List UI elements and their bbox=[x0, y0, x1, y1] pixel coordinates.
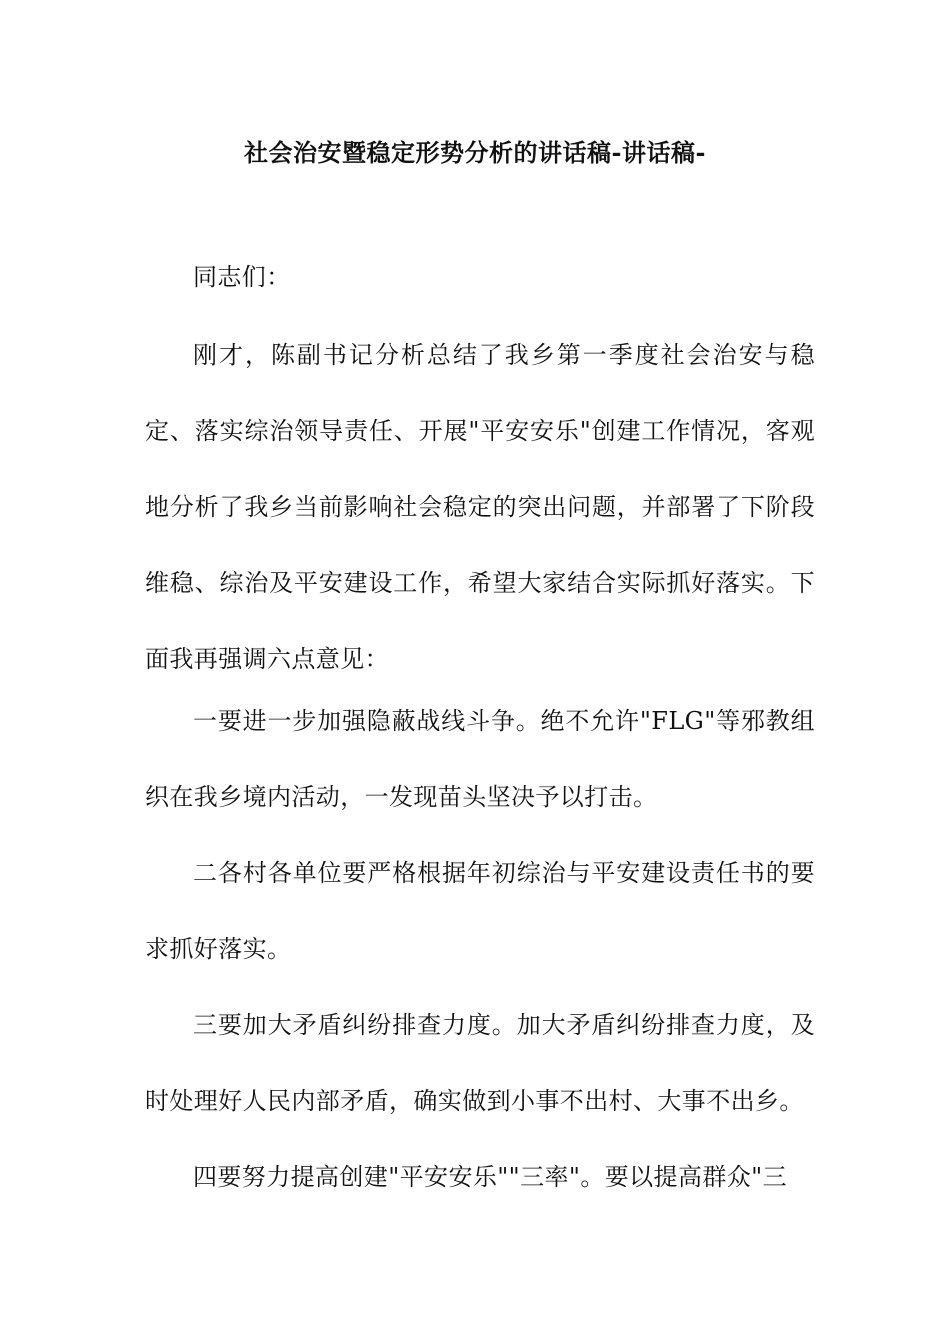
paragraph-1: 刚才，陈副书记分析总结了我乡第一季度社会治安与稳定、落实综治领导责任、开展"平安安乐"创建工作情况，客观地分析了我乡当前影响社会稳定的突出问题，并部署了下阶段维稳、综治及平安建设工作，希望大家结合实际抓好落实。下面我再强调六点意见： bbox=[145, 341, 815, 673]
paragraph-2: 一要进一步加强隐蔽战线斗争。绝不允许"FLG"等邪教组织在我乡境内活动，一发现苗头坚决予以打击。 bbox=[145, 707, 815, 811]
paragraph-5: 四要努力提高创建"平安安乐""三率"。要以提高群众"三 bbox=[193, 1163, 787, 1191]
paragraph-4: 三要加大矛盾纠纷排查力度。加大矛盾纠纷排查力度，及时处理好人民内部矛盾，确实做到小事不出村、大事不出乡。 bbox=[145, 1011, 815, 1115]
greeting: 同志们： bbox=[193, 263, 291, 291]
paragraph-3: 二各村各单位要严格根据年初综治与平安建设责任书的要求抓好落实。 bbox=[145, 859, 815, 963]
document-title: 社会治安暨稳定形势分析的讲话稿-讲话稿- bbox=[244, 138, 706, 167]
